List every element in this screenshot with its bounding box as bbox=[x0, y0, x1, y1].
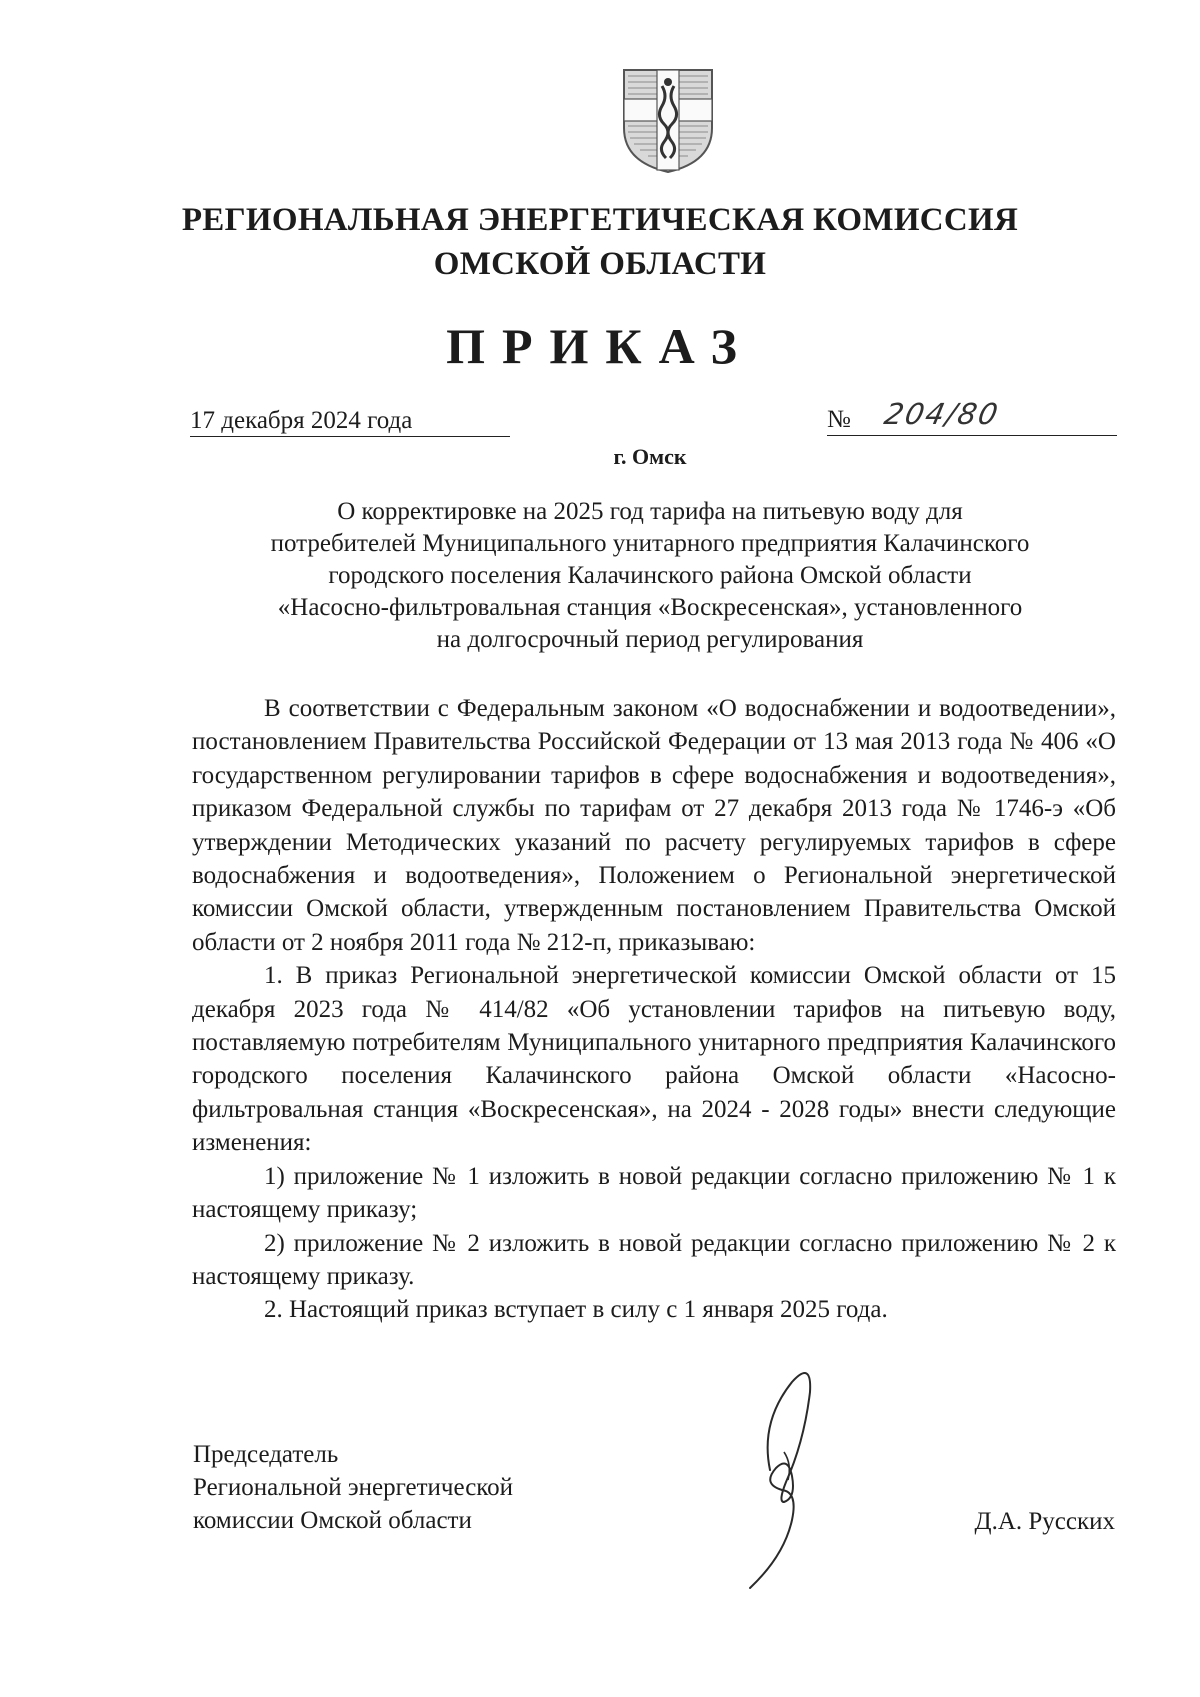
signer-title bbox=[193, 1438, 513, 1537]
body-paragraph: 1. В приказ Региональной энергетической комиссии Омской области от 15 декабря 2023 года № 414/82 «Об установлении тарифов на питьевую воду, поставляемую потребителям Муниципального унитарного предприятия Калачинского городского поселения Калачинского района Омской области «Насосно-фильтровальная станция «Воскресенская», на 2024 - 2028 годы» внести следующие изменения: bbox=[192, 962, 1116, 1157]
document-number-field bbox=[827, 397, 1117, 436]
document-type: ПРИКАЗ bbox=[446, 318, 754, 374]
organization-name bbox=[150, 198, 1050, 286]
document-number-handwritten: 204/80 bbox=[881, 397, 1003, 431]
handwritten-signature-icon bbox=[740, 1352, 860, 1592]
signer-title-line: комиссии Омской области bbox=[193, 1507, 472, 1534]
subject-line: на долгосрочный период регулирования bbox=[436, 626, 864, 653]
body-paragraph: 2. Настоящий приказ вступает в силу с 1 января 2025 года. bbox=[264, 1296, 888, 1324]
body-paragraph: В соответствии с Федеральным законом «О водоснабжении и водоотведении», постановлением Правительства Российской Федерации от 13 мая 2013 года № 406 «О государственном регулировании тарифов в сфере водоснабжения и водоотведения», приказом Федеральной службы по тарифам от 27 декабря 2013 года № 1746-э «Об утверждении Методических указаний по расчету регулируемых тарифов в сфере водоснабжения и водоотведения», Положением о Региональной энергетической комиссии Омской области, утвержденным постановлением Правительства Омской области от 2 ноября 2011 года № 212-п, приказываю: bbox=[192, 695, 1116, 956]
subject-line: О корректировке на 2025 год тарифа на питьевую воду для bbox=[337, 498, 963, 525]
body-paragraph: 2) приложение № 2 изложить в новой редакции согласно приложению № 2 к настоящему приказу. bbox=[192, 1229, 1116, 1290]
body-paragraph: 1) приложение № 1 изложить в новой редакции согласно приложению № 1 к настоящему приказу; bbox=[192, 1162, 1116, 1224]
document-city: г. Омск bbox=[613, 444, 687, 469]
organization-line-2: ОМСКОЙ ОБЛАСТИ bbox=[433, 246, 767, 282]
signer-title-line: Региональной энергетической bbox=[193, 1474, 514, 1501]
document-date: 17 декабря 2024 года bbox=[190, 406, 510, 437]
subject-line: «Насосно-фильтровальная станция «Воскресенская», установленного bbox=[277, 594, 1023, 621]
number-label: № bbox=[827, 406, 851, 433]
coat-of-arms-icon bbox=[620, 66, 716, 176]
organization-line-1: РЕГИОНАЛЬНАЯ ЭНЕРГЕТИЧЕСКАЯ КОМИССИЯ bbox=[181, 202, 1019, 238]
signer-name: Д.А. Русских bbox=[974, 1508, 1115, 1535]
document-body bbox=[192, 692, 1116, 1327]
subject-line: городского поселения Калачинского района Омской области bbox=[328, 562, 972, 589]
subject-line: потребителей Муниципального унитарного предприятия Калачинского bbox=[270, 530, 1030, 557]
signer-title-line: Председатель bbox=[193, 1441, 339, 1468]
document-subject bbox=[200, 496, 1100, 656]
